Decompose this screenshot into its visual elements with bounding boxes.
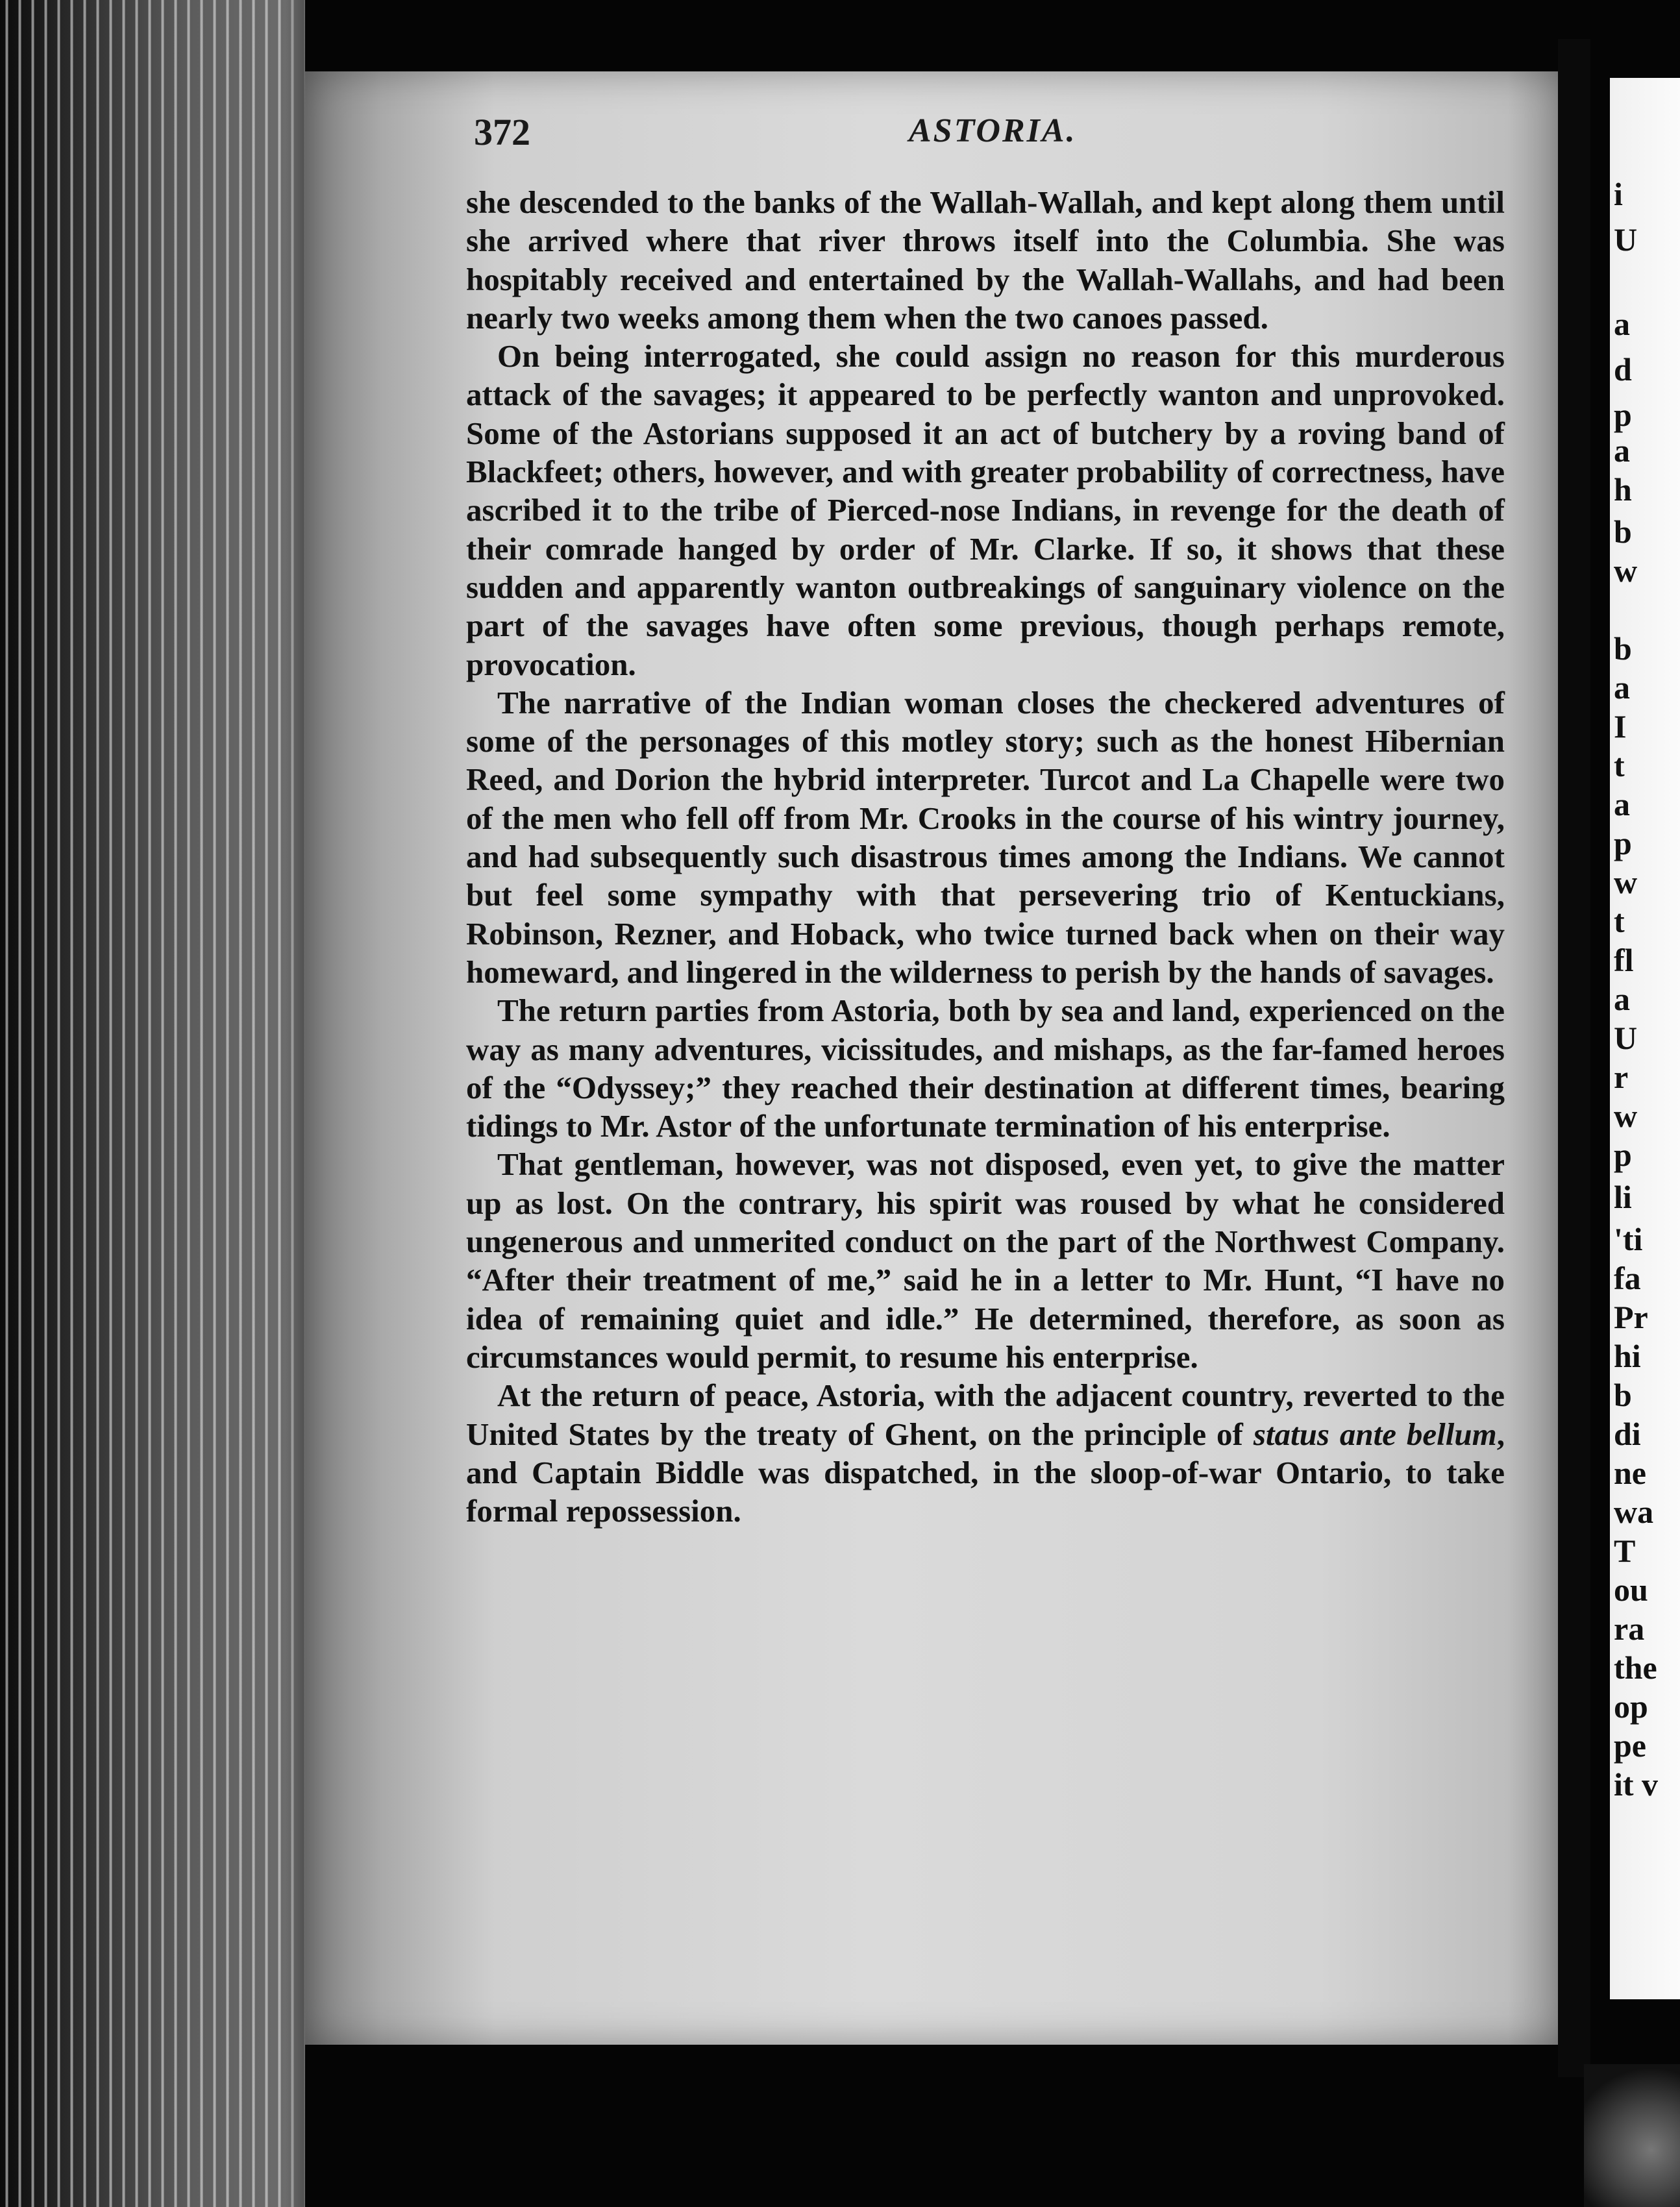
adjacent-page-fragment: U	[1614, 221, 1638, 258]
adjacent-page-fragment: op	[1614, 1688, 1648, 1725]
adjacent-page-edge	[1610, 78, 1680, 1999]
paragraph-5: That gentleman, however, was not disposed, even yet, to give the matter up as lost. On the contrary, his spirit was roused by what he considered ungenerous and unmerited conduct on the part of the Northwest Company. “After their treatment of me,” said he in a letter to Mr. Hunt, “I have no idea of remaining quiet and idle.” He determined, therefore, as soon as circumstances would permit, to resume his enterprise.	[466, 1146, 1505, 1375]
adjacent-page-fragment: d	[1614, 351, 1632, 388]
adjacent-page-fragment: li	[1614, 1179, 1632, 1215]
adjacent-page-fragment: w	[1614, 552, 1638, 589]
adjacent-page-fragment: fl	[1614, 942, 1634, 978]
adjacent-page-fragment: I	[1614, 708, 1627, 745]
adjacent-page-fragment: i	[1614, 176, 1623, 212]
adjacent-page-fragment: ra	[1614, 1610, 1645, 1647]
adjacent-page-fragment: p	[1614, 1137, 1632, 1173]
paragraph-6	[466, 1376, 1505, 1530]
adjacent-page-fragment: 'ti	[1614, 1221, 1643, 1257]
paragraph-2: On being interrogated, she could assign no reason for this murderous attack of the savages; it appeared to be perfectly wanton and unprovoked. Some of the Astorians supposed it an act of butchery by a roving band of Blackfeet; others, however, and with greater probability of correctness, have ascribed it to the tribe of Pierced-nose Indians, in revenge for the death of their comrade hanged by order of Mr. Clarke. If so, it shows that these sudden and apparently wanton outbreakings of sanguinary violence on the part of the savages have often some previous, though perhaps remote, provocation.	[466, 338, 1505, 682]
page-fold-shadow	[1558, 39, 1590, 2077]
adjacent-page-fragment: h	[1614, 471, 1632, 508]
adjacent-page-fragment: a	[1614, 432, 1630, 469]
scan-corner-artifact	[1584, 2064, 1680, 2207]
adjacent-page-fragment: hi	[1614, 1338, 1641, 1374]
page-header	[467, 110, 1538, 162]
adjacent-page-fragment: it v	[1614, 1766, 1659, 1803]
adjacent-page-fragment: T	[1614, 1533, 1636, 1569]
adjacent-page-fragment: di	[1614, 1416, 1641, 1452]
adjacent-page-fragment: p	[1614, 397, 1632, 433]
body-text	[466, 183, 1505, 1530]
latin-phrase: status ante bellum	[1253, 1416, 1497, 1452]
adjacent-page-fragment: pe	[1614, 1727, 1646, 1764]
adjacent-page-fragment: Pr	[1614, 1299, 1648, 1335]
adjacent-page-fragment: t	[1614, 903, 1625, 939]
paragraph-6-start: At the return of peace, Astoria, with the adjacent country, reverted to the United States by the treaty of Ghent, on the principle of	[466, 1377, 1505, 1452]
paragraph-1: she descended to the banks of the Wallah-Wallah, and kept along them until she arrived where that river throws itself into the Columbia. She was hospitably received and entertained by the Wallah-Wallahs, and had been nearly two weeks among them when the two canoes passed.	[466, 184, 1505, 336]
adjacent-page-fragment: w	[1614, 864, 1638, 900]
adjacent-page-fragment: b	[1614, 513, 1632, 550]
adjacent-page-fragment: a	[1614, 306, 1630, 342]
adjacent-page-fragment: b	[1614, 630, 1632, 667]
adjacent-page-fragment: r	[1614, 1059, 1629, 1095]
adjacent-page-fragment: ne	[1614, 1455, 1646, 1491]
adjacent-page-fragment: p	[1614, 825, 1632, 861]
paragraph-3: The narrative of the Indian woman closes the checkered adventures of some of the personages of this motley story; such as the honest Hibernian Reed, and Dorion the hybrid interpreter. Turcot and La Chapelle were two of the men who fell off from Mr. Crooks in the course of his wintry journey, and had subsequently such disastrous times among the Indians. We cannot but feel some sympathy with that persevering trio of Kentuckians, Robinson, Rezner, and Hoback, who twice turned back when on their way homeward, and lingered in the wilderness to perish by the hands of savages.	[466, 684, 1505, 990]
adjacent-page-fragment: a	[1614, 786, 1630, 822]
adjacent-page-fragment: a	[1614, 669, 1630, 706]
adjacent-page-fragment: w	[1614, 1098, 1638, 1134]
adjacent-page-fragment: the	[1614, 1649, 1657, 1686]
paragraph-6-end: , and Captain Biddle was dispatched, in the sloop-of-war Ontario, to take formal repossession.	[466, 1416, 1505, 1529]
adjacent-page-fragment: U	[1614, 1020, 1638, 1056]
adjacent-page-fragment: t	[1614, 747, 1625, 783]
running-title: ASTORIA.	[909, 112, 1077, 149]
adjacent-page-fragment: a	[1614, 981, 1630, 1017]
page-number: 372	[474, 111, 530, 153]
adjacent-page-fragment: ou	[1614, 1572, 1648, 1608]
adjacent-page-fragment: b	[1614, 1377, 1632, 1413]
book-binding-gutter	[0, 0, 305, 2207]
paragraph-4: The return parties from Astoria, both by sea and land, experienced on the way as many adventures, vicissitudes, and mishaps, as the far-famed heroes of the “Odyssey;” they reached their destination at different times, bearing tidings to Mr. Astor of the unfortunate termination of his enterprise.	[466, 993, 1505, 1144]
adjacent-page-fragment: wa	[1614, 1494, 1654, 1530]
adjacent-page-fragment: fa	[1614, 1260, 1641, 1296]
